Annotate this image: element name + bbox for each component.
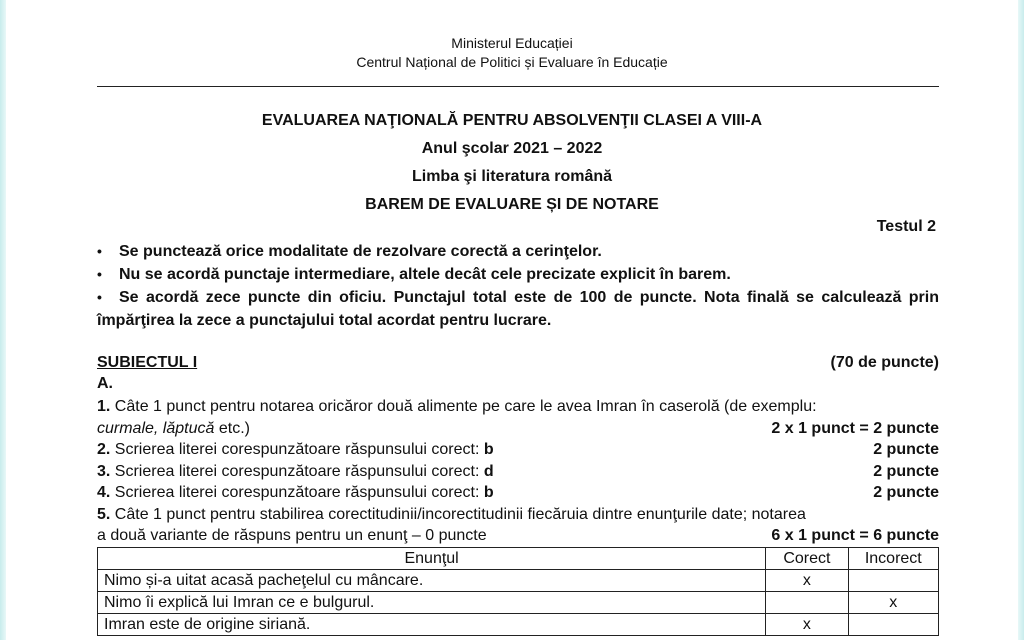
rule-text: Se acordă zece puncte din oficiu. Punctajul total este de 100 de puncte. Nota finală se calculează prin împărţirea la zece a punctajului total acordat pentru lucrare.	[97, 289, 939, 329]
table-row	[98, 592, 939, 614]
page-edge-right	[1018, 0, 1024, 640]
bullet-icon: •	[97, 243, 102, 259]
item-answer: d	[483, 462, 494, 480]
title-block	[0, 107, 1024, 219]
subject-title: Limba şi literatura română	[411, 168, 613, 185]
subject-points: (70 de puncte)	[830, 354, 939, 371]
item-points: 6 x 1 punct = 6 puncte	[771, 527, 939, 544]
item-3	[97, 461, 939, 483]
test-label: Testul 2	[876, 218, 936, 235]
item-1-continued	[97, 418, 939, 440]
incorrect-cell: x	[848, 592, 938, 614]
item-points: 2 puncte	[873, 484, 939, 501]
exam-title: EVALUAREA NAŢIONALĂ PENTRU ABSOLVENŢII CLASEI A VIII-A	[261, 112, 763, 129]
column-header-incorrect: Incorect	[848, 548, 938, 570]
bullet-icon: •	[97, 289, 102, 305]
item-text: Câte 1 punct pentru stabilirea corectitudinii/incorectitudinii fiecăruia dintre enunţurile date; notarea	[114, 505, 806, 523]
center-name: Centrul Național de Politici și Evaluare în Educație	[356, 54, 668, 70]
item-text: Scrierea literei corespunzătoare răspunsului corect:	[114, 441, 480, 458]
correct-cell	[766, 592, 848, 614]
page-edge-left	[0, 0, 6, 640]
rule-item	[97, 263, 939, 286]
correct-cell: x	[766, 614, 848, 636]
subject-heading	[97, 354, 939, 372]
statement-cell: Nimo și-a uitat acasă pacheţelul cu mâncare.	[98, 570, 766, 592]
rule-text: Nu se acordă punctaje intermediare, altele decât cele precizate explicit în barem.	[119, 266, 731, 283]
correct-cell: x	[766, 570, 848, 592]
subject-name: SUBIECTUL I	[97, 354, 198, 371]
bullet-icon: •	[97, 266, 102, 282]
item-points: 2 x 1 punct = 2 puncte	[771, 419, 939, 437]
table-row	[98, 570, 939, 592]
item-example-tail: etc.)	[218, 419, 250, 437]
rule-item	[97, 286, 939, 332]
column-header-correct: Corect	[766, 548, 848, 570]
document-header	[0, 34, 1024, 72]
item-points: 2 puncte	[873, 462, 939, 480]
item-4	[97, 482, 939, 504]
item-points: 2 puncte	[873, 441, 939, 458]
item-number: 5.	[97, 505, 111, 523]
school-year: Anul şcolar 2021 – 2022	[421, 140, 603, 157]
statement-cell: Imran este de origine siriană.	[98, 614, 766, 636]
header-divider	[97, 86, 939, 87]
scheme-title: BAREM DE EVALUARE ȘI DE NOTARE	[365, 196, 659, 213]
item-number: 3.	[97, 462, 111, 480]
item-2	[97, 439, 939, 461]
item-example: curmale, lăptucă	[97, 419, 215, 437]
item-1	[97, 396, 939, 418]
rule-text: Se punctează orice modalitate de rezolvare corectă a cerinţelor.	[119, 243, 602, 260]
incorrect-cell	[848, 614, 938, 636]
item-answer: b	[483, 484, 494, 501]
item-text: Câte 1 punct pentru notarea oricăror două alimente pe care le avea Imran în caserolă (de exemplu:	[114, 398, 817, 415]
ministry-name: Ministerul Educației	[451, 35, 573, 51]
table-header-row	[98, 548, 939, 570]
scoring-items	[97, 396, 939, 547]
incorrect-cell	[848, 570, 938, 592]
general-rules	[97, 240, 939, 332]
item-number: 1.	[97, 398, 111, 415]
item-number: 2.	[97, 441, 111, 458]
column-header-statement: Enunţul	[98, 548, 766, 570]
item-text: Scrierea literei corespunzătoare răspunsului corect:	[114, 484, 480, 501]
section-label: A.	[97, 375, 113, 392]
table-row	[98, 614, 939, 636]
item-5-continued	[97, 525, 939, 547]
item-answer: b	[483, 441, 494, 458]
item-5	[97, 504, 939, 526]
statement-cell: Nimo îi explică lui Imran ce e bulgurul.	[98, 592, 766, 614]
item-text: a două variante de răspuns pentru un enunţ – 0 puncte	[97, 527, 487, 544]
item-text: Scrierea literei corespunzătoare răspunsului corect:	[114, 462, 480, 480]
statements-table	[97, 547, 939, 636]
rule-item	[97, 240, 939, 263]
item-number: 4.	[97, 484, 111, 501]
